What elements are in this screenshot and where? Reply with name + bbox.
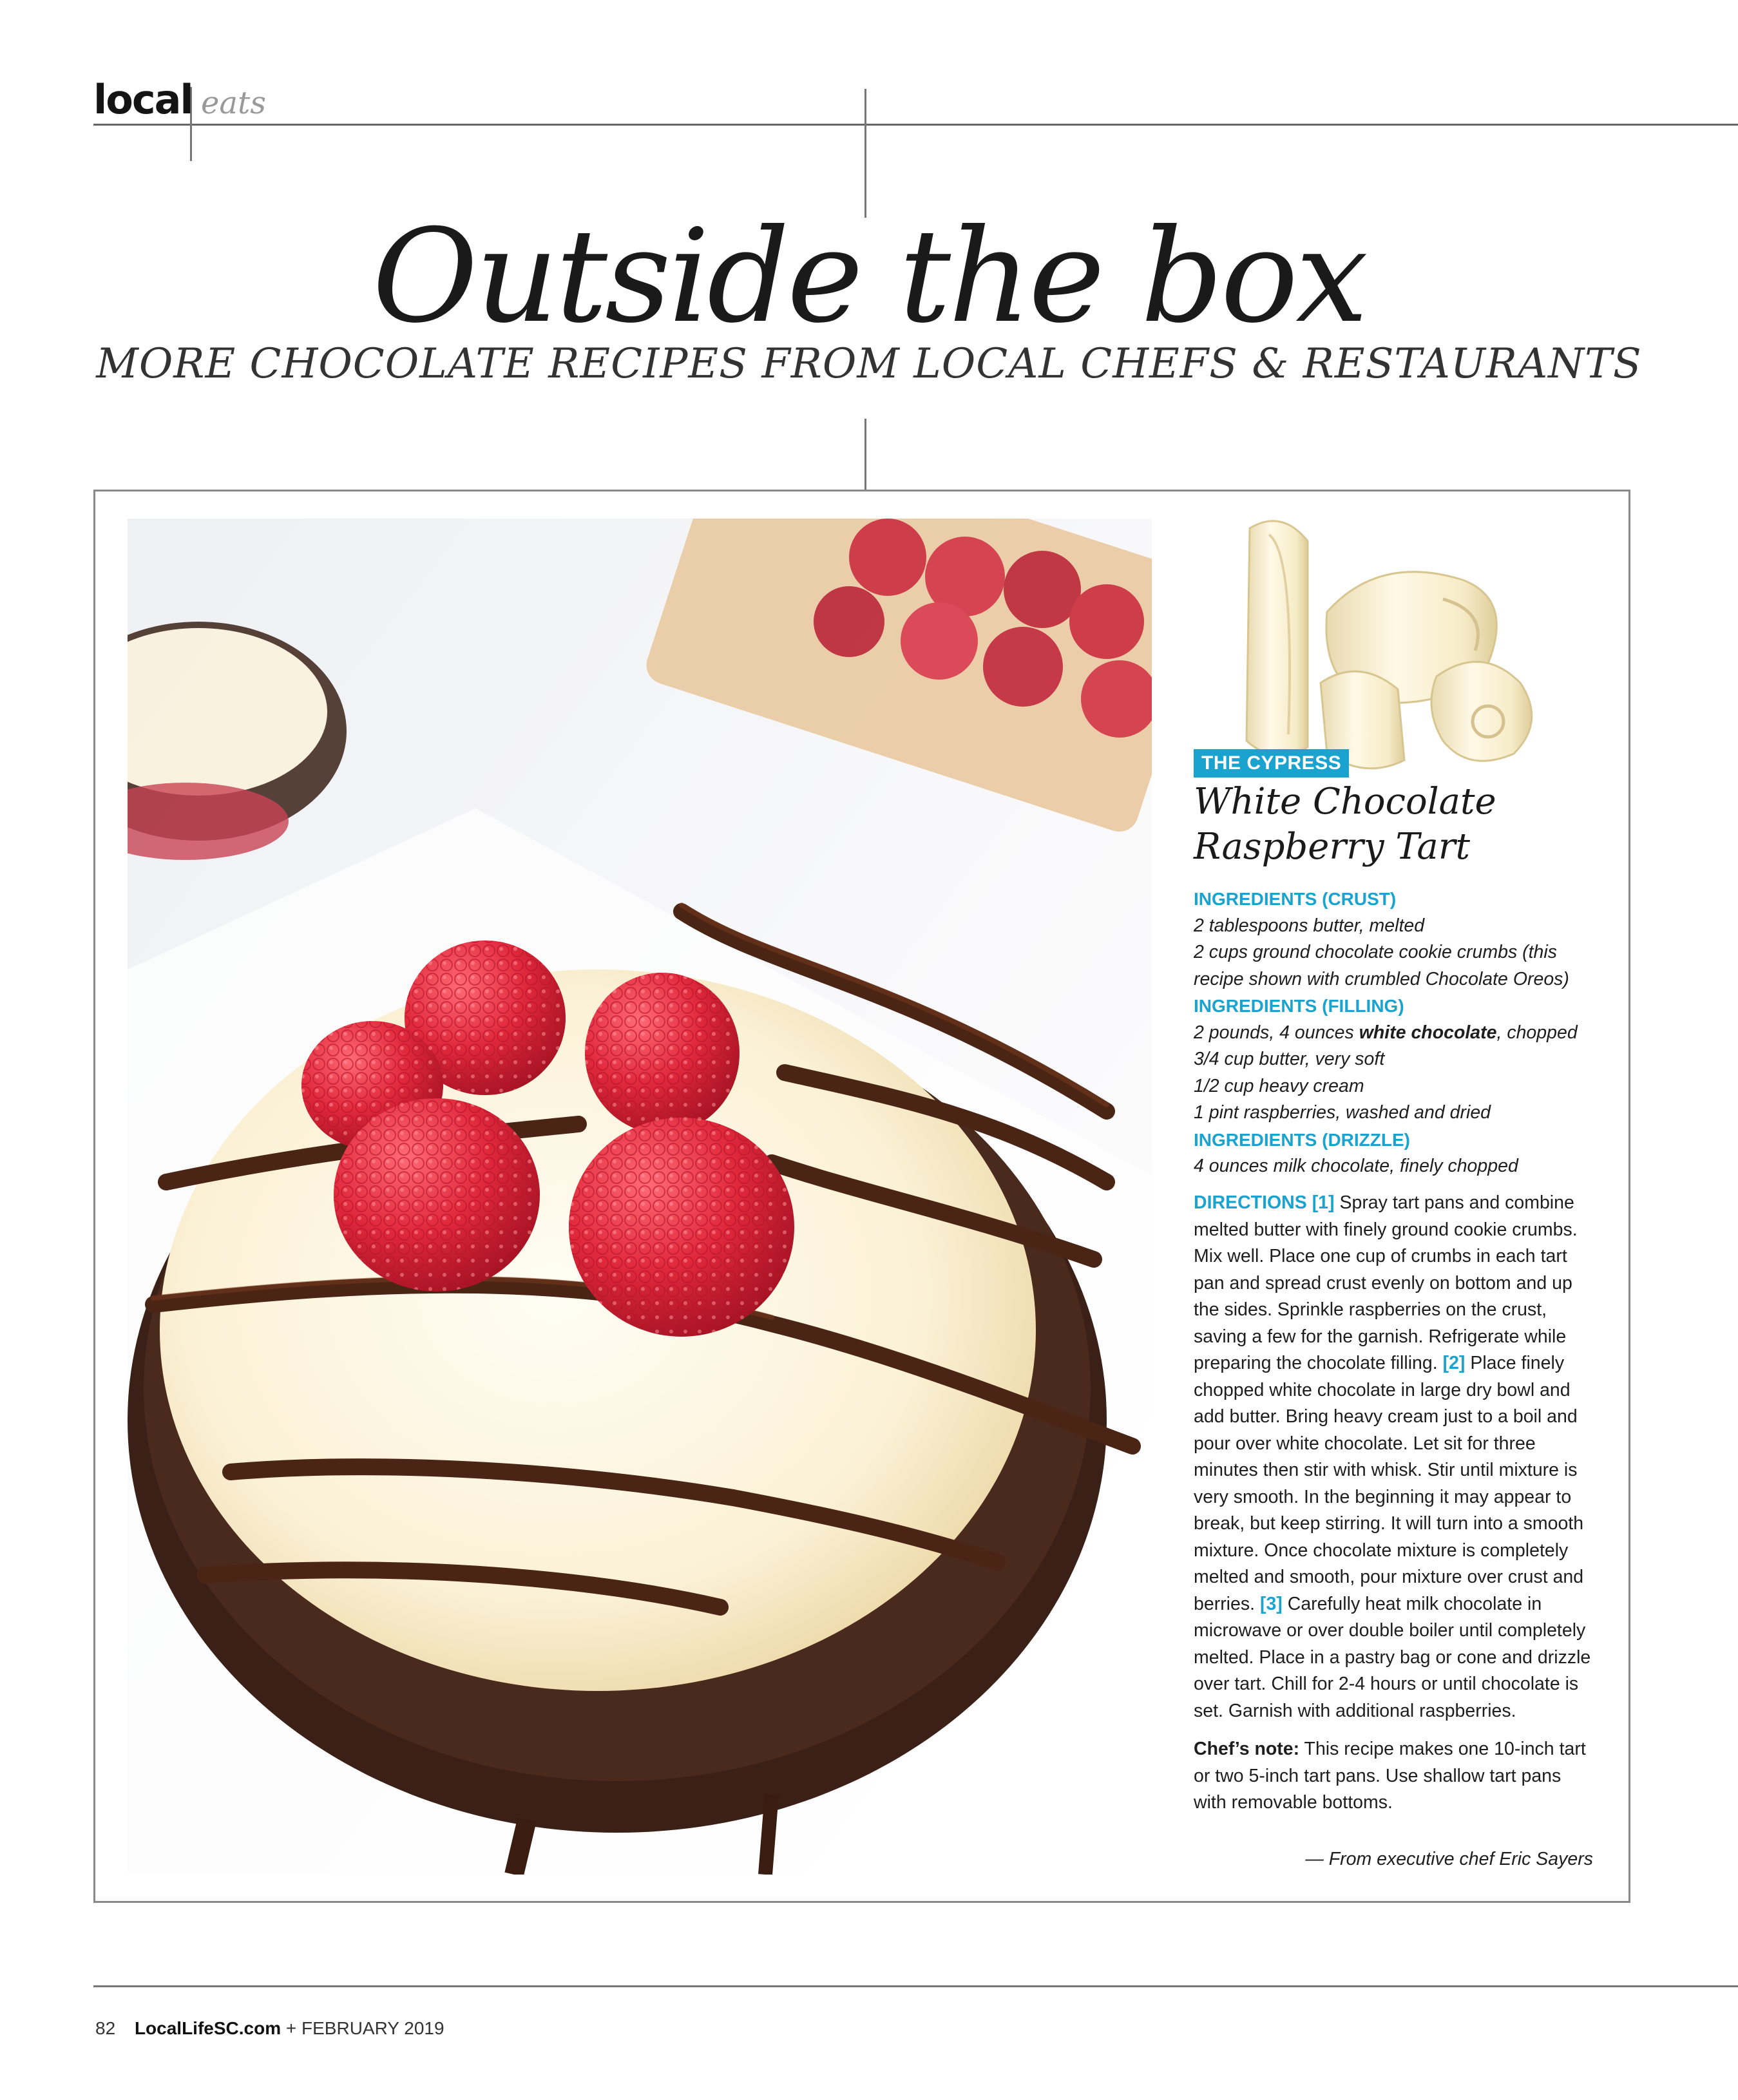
white-chocolate-curls-photo: [1211, 515, 1559, 773]
directions-heading: DIRECTIONS: [1194, 1192, 1307, 1213]
step-text: Spray tart pans and combine melted butter with finely ground cookie crumbs. Mix well. Place one cup of crumbs in each tart pan and spread crust evenly on bottom and up the sides. Sprinkle raspberries on the crust, saving a few for the garnish. Refrigerate while preparing the chocolate filling.: [1194, 1192, 1578, 1373]
step-number: [3]: [1259, 1593, 1283, 1614]
recipe-title: [1194, 779, 1606, 870]
step-number: [2]: [1442, 1353, 1466, 1373]
ingredient-line: [1194, 1020, 1593, 1047]
ingredient-emphasis: white chocolate: [1359, 1022, 1497, 1043]
chefs-note-label: Chef’s note:: [1194, 1739, 1300, 1759]
step-text: Place finely chopped white chocolate in large dry bowl and add butter. Bring heavy cream just to a boil and pour over white chocolate. Let sit for three minutes then stir with whisk. Stir until mixture is very smooth. In the beginning it may appear to break, but keep stirring. It will turn into a smooth mixture. Once chocolate mixture is completely melted and smooth, pour mixture over crust and berries.: [1194, 1353, 1584, 1614]
brand-logo[interactable]: local: [93, 76, 193, 123]
page-title: Outside the box: [372, 202, 1366, 352]
ingredient-line: 1/2 cup heavy cream: [1194, 1075, 1364, 1096]
site-link[interactable]: LocalLifeSC.com: [134, 2018, 282, 2038]
recipe-title-line1: White Chocolate: [1194, 781, 1496, 823]
page-number: 82: [95, 2018, 116, 2038]
center-rule-top: [864, 89, 866, 218]
footer-rule: [93, 1985, 1738, 1987]
step-text: Carefully heat milk chocolate in microwave or over double boiler until completely melted. Place in a pastry bag or cone and drizzle over tart. Chill for 2-4 hours or until chocolate is set. Garnish with additional raspberries.: [1194, 1593, 1591, 1721]
restaurant-badge: THE CYPRESS: [1194, 749, 1349, 778]
issue-date: + FEBRUARY 2019: [285, 2018, 444, 2038]
ingredient-line: 2 tablespoons butter, melted: [1194, 915, 1425, 936]
page-subtitle: MORE CHOCOLATE RECIPES FROM LOCAL CHEFS & RESTAURANTS: [96, 340, 1642, 388]
ingredient-line: 3/4 cup butter, very soft: [1194, 1049, 1385, 1069]
ingredients-list: [1194, 886, 1593, 1180]
chefs-note-text: This recipe makes one 10-inch tart or two 5-inch tart pans. Use shallow tart pans with removable bottoms.: [1194, 1739, 1586, 1813]
chef-attribution: — From executive chef Eric Sayers: [1305, 1849, 1593, 1869]
ingredients-crust-heading: INGREDIENTS (CRUST): [1194, 889, 1397, 909]
ingredients-filling-heading: INGREDIENTS (FILLING): [1194, 996, 1404, 1016]
chefs-note: [1194, 1736, 1593, 1817]
directions-text: [1194, 1190, 1593, 1724]
directions: [1194, 1190, 1593, 1817]
header-rule: [93, 124, 1738, 126]
ingredient-text: 2 pounds, 4 ounces: [1194, 1022, 1359, 1043]
ingredient-line: 2 cups ground chocolate cookie crumbs (this: [1194, 942, 1557, 962]
section-label: eats: [201, 85, 266, 121]
center-rule-bottom: [864, 419, 866, 490]
ingredient-line: 1 pint raspberries, washed and dried: [1194, 1102, 1491, 1123]
ingredient-line: 4 ounces milk chocolate, finely chopped: [1194, 1156, 1518, 1176]
ingredient-text: , chopped: [1496, 1022, 1578, 1043]
page-footer: [95, 2018, 444, 2039]
step-number: [1]: [1312, 1192, 1335, 1213]
ingredient-line: recipe shown with crumbled Chocolate Oreos): [1194, 968, 1569, 989]
raspberry-tart-photo: [128, 519, 1152, 1875]
ingredients-drizzle-heading: INGREDIENTS (DRIZZLE): [1194, 1129, 1410, 1150]
recipe-title-line2: Raspberry Tart: [1194, 826, 1471, 868]
